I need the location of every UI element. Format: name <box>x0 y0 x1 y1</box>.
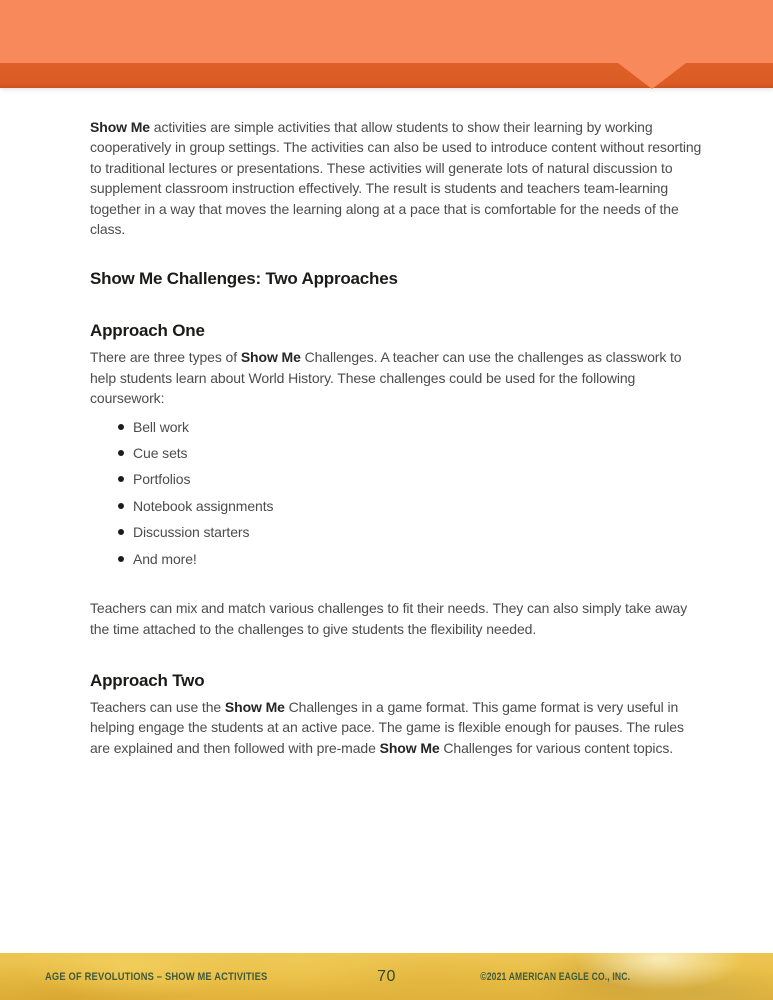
page-number: 70 <box>377 967 396 985</box>
list-item: And more! <box>90 549 702 569</box>
approach-one-text-post: Challenges. A teacher can use the challenges as classwork to help students learn about World History. These challenges could be used for the following coursework: <box>90 349 682 407</box>
footer-copyright: ©2021 AMERICAN EAGLE CO., INC. <box>480 970 630 983</box>
mix-and-match-paragraph: Teachers can mix and match various challenges to fit their needs. They can also simply take away the time attached to the challenges to give students the flexibility needed. <box>90 600 688 637</box>
show-me-bold: Show Me <box>240 349 301 366</box>
header-notch-arrow-icon <box>618 63 686 89</box>
list-item: Portfolios <box>90 469 702 489</box>
show-me-bold: Show Me <box>90 119 150 135</box>
intro-text: activities are simple activities that allow students to show their learning by working cooperatively in group settings. The activities can also be used to introduce content without resorting to traditional lectures or presentations. These activities will generate lots of natural discussion to supplement classroom instruction effectively. The result is students and teachers team-learning together in a way that moves the learning along at a pace that is comfortable for the needs of the class. <box>90 119 702 238</box>
approach-one-paragraph <box>90 347 702 408</box>
list-item: Bell work <box>90 417 702 437</box>
header-band-light <box>0 0 773 63</box>
section-heading: Show Me Challenges: Two Approaches <box>90 269 398 289</box>
page-body <box>90 88 702 758</box>
list-item: Notebook assignments <box>90 496 702 516</box>
list-item: Cue sets <box>90 443 702 463</box>
list-item: Discussion starters <box>90 522 702 542</box>
approach-two-text-mid: Challenges in a game format. This game format is very useful in helping engage the students at an active pace. The game is flexible enough for pauses. The rules are explained and then followed with pre-made <box>90 698 684 756</box>
approach-two-text-post: Challenges for various content topics. <box>439 739 674 756</box>
page-footer <box>0 953 773 1000</box>
approach-two-paragraph <box>90 697 702 758</box>
footer-series-label: AGE OF REVOLUTIONS – SHOW ME ACTIVITIES <box>45 970 268 983</box>
approach-one-heading: Approach One <box>90 321 205 341</box>
approach-two-text-pre: Teachers can use the <box>90 698 225 715</box>
approach-one-text-pre: There are three types of <box>90 349 241 366</box>
show-me-bold: Show Me <box>224 698 285 715</box>
coursework-list <box>90 417 702 569</box>
intro-paragraph <box>90 117 702 239</box>
show-me-bold: Show Me <box>379 739 440 756</box>
approach-two-heading: Approach Two <box>90 670 205 690</box>
